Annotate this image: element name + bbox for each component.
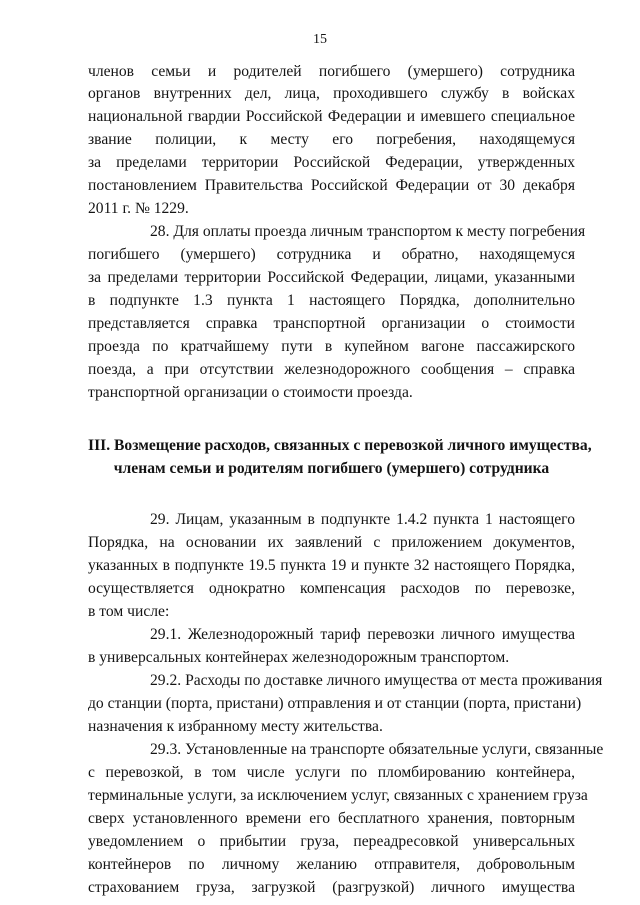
text-line: в подпункте 1.3 пункта 1 настоящего Порядка, дополнительно (88, 292, 575, 309)
text-line: звание полиции, к месту его погребения, находящемуся (88, 131, 575, 148)
text-line: национальной гвардии Российской Федерации и имевшего специальное (88, 108, 575, 125)
text-line: в универсальных контейнерах железнодорожным транспортом. (88, 649, 510, 666)
text-line: членов семьи и родителей погибшего (умершего) сотрудника (88, 63, 575, 80)
text-line: поезда, а при отсутствии железнодорожного сообщения – справка (88, 361, 575, 378)
text-line: с перевозкой, в том числе услуги по пломбированию контейнера, (88, 764, 575, 781)
text-line: сверх установленного времени его бесплатного хранения, повторным (88, 810, 575, 827)
text-line: назначения к избранному месту жительства. (88, 718, 383, 735)
paragraph-29-1-first-line: 29.1. Железнодорожный тариф перевозки личного имущества (150, 626, 575, 643)
paragraph-29-2-first-line: 29.2. Расходы по доставке личного имущества от места проживания (150, 672, 603, 689)
paragraph-29-first-line: 29. Лицам, указанным в подпункте 1.4.2 пункта 1 настоящего (150, 511, 575, 528)
text-line: Порядка, на основании их заявлений с приложением документов, (88, 534, 575, 551)
page-number: 15 (313, 32, 327, 47)
text-line: уведомлением о прибытии груза, переадресовкой универсальных (88, 833, 575, 850)
text-line: за пределами территории Российской Федерации, лицами, указанными (88, 269, 575, 286)
text-line: указанных в подпункте 19.5 пункта 19 и пункте 32 настоящего Порядка, (88, 557, 575, 574)
text-line: терминальные услуги, за исключением услуг, связанных с хранением груза (88, 787, 588, 804)
text-line: представляется справка транспортной организации о стоимости (88, 315, 575, 332)
section-heading: членам семьи и родителям погибшего (умершего) сотрудника (113, 460, 550, 477)
text-line: в том числе: (88, 603, 170, 620)
text-line: проезда по кратчайшему пути в купейном вагоне пассажирского (88, 338, 575, 355)
text-line: до станции (порта, пристани) отправления и от станции (порта, пристани) (88, 695, 582, 712)
paragraph-28-first-line: 28. Для оплаты проезда личным транспортом к месту погребения (150, 223, 586, 240)
text-line: за пределами территории Российской Федерации, утвержденных (88, 154, 575, 171)
text-line: осуществляется однократно компенсация расходов по перевозке, (88, 580, 575, 597)
text-line: страхованием груза, загрузкой (разгрузкой) личного имущества (88, 879, 575, 896)
text-line: контейнеров по личному желанию отправителя, добровольным (88, 856, 575, 873)
text-line: погибшего (умершего) сотрудника и обратно, находящемуся (88, 246, 575, 263)
text-line: 2011 г. № 1229. (88, 200, 189, 217)
text-line: постановлением Правительства Российской Федерации от 30 декабря (88, 177, 575, 194)
text-line: органов внутренних дел, лица, проходившего службу в войсках (88, 85, 575, 102)
text-line: транспортной организации о стоимости проезда. (88, 384, 413, 401)
paragraph-29-3-first-line: 29.3. Установленные на транспорте обязательные услуги, связанные (150, 741, 604, 758)
section-heading: III. Возмещение расходов, связанных с перевозкой личного имущества, (88, 437, 592, 454)
